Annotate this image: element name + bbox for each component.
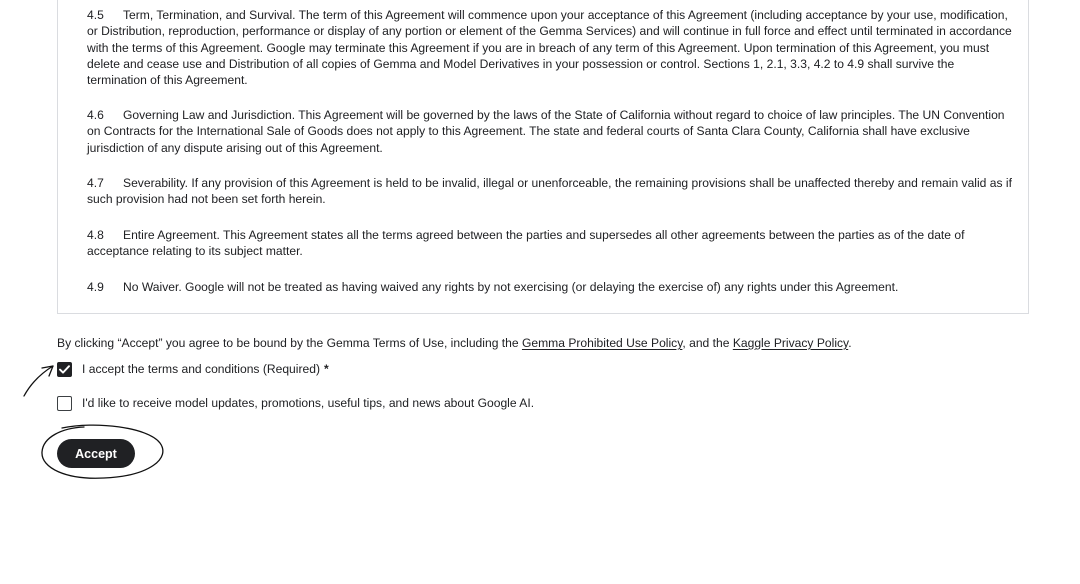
- clause-text: Entire Agreement. This Agreement states all the terms agreed between the parties and supersedes all other agreements between the parties as of the date of acceptance relating to its subject matter.: [87, 228, 965, 259]
- clause-text: Governing Law and Jurisdiction. This Agreement will be governed by the laws of the State of California without regard to choice of law principles. The UN Convention on Contracts for the International Sale of Goods does not apply to this Agreement. The state and federal courts of Santa Clara County, California shall have exclusive jurisdiction of any dispute arising out of this Agreement.: [87, 108, 1005, 155]
- accept-button[interactable]: Accept: [57, 439, 135, 468]
- prohibited-use-policy-link[interactable]: Gemma Prohibited Use Policy: [521, 336, 683, 350]
- clause-4-6: [87, 107, 1012, 156]
- clause-4-9: [87, 279, 1012, 295]
- consent-prefix: By clicking “Accept” you agree to be bound by the Gemma Terms of Use, including the: [57, 336, 522, 350]
- clause-number: 4.8: [87, 228, 104, 242]
- updates-checkbox[interactable]: [57, 396, 72, 411]
- clause-number: 4.6: [87, 108, 104, 122]
- checkmark-icon: [59, 365, 70, 374]
- kaggle-privacy-policy-link[interactable]: Kaggle Privacy Policy: [732, 336, 849, 350]
- terms-checkbox-label[interactable]: I accept the terms and conditions (Required): [82, 362, 320, 376]
- terms-checkbox-row[interactable]: [57, 361, 329, 377]
- consent-statement: [57, 335, 852, 351]
- consent-middle: , and the: [682, 336, 733, 350]
- required-marker: *: [323, 362, 329, 376]
- clause-4-5: [87, 7, 1012, 88]
- clause-number: 4.5: [87, 8, 104, 22]
- terms-checkbox[interactable]: [57, 362, 72, 377]
- clause-4-7: [87, 175, 1012, 208]
- updates-checkbox-row[interactable]: [57, 395, 534, 411]
- clause-number: 4.7: [87, 176, 104, 190]
- clause-number: 4.9: [87, 280, 104, 294]
- consent-suffix: .: [848, 336, 852, 350]
- hand-drawn-arrow-icon: [24, 366, 53, 396]
- clause-text: Severability. If any provision of this Agreement is held to be invalid, illegal or unenforceable, the remaining provisions shall be unaffected thereby and remain valid as if such provision had not been set forth herein.: [87, 176, 1012, 207]
- clause-text: No Waiver. Google will not be treated as having waived any rights by not exercising (or delaying the exercise of) any rights under this Agreement.: [123, 280, 899, 294]
- updates-checkbox-label[interactable]: I'd like to receive model updates, promotions, useful tips, and news about Google AI.: [82, 396, 535, 410]
- clause-4-8: [87, 227, 1012, 260]
- clause-text: Term, Termination, and Survival. The term of this Agreement will commence upon your acceptance of this Agreement (including acceptance by your use, modification, or Distribution, reproduction, performance or display of any portion or element of the Gemma Services) and will continue in full force and effect until terminated in accordance with the terms of this Agreement. Google may terminate this Agreement if you are in breach of any term of this Agreement. Upon termination of this Agreement, you must delete and cease use and Distribution of all copies of Gemma and Model Derivatives in your possession or control. Sections 1, 2.1, 3.3, 4.2 to 4.9 shall survive the termination of this Agreement.: [87, 8, 1012, 88]
